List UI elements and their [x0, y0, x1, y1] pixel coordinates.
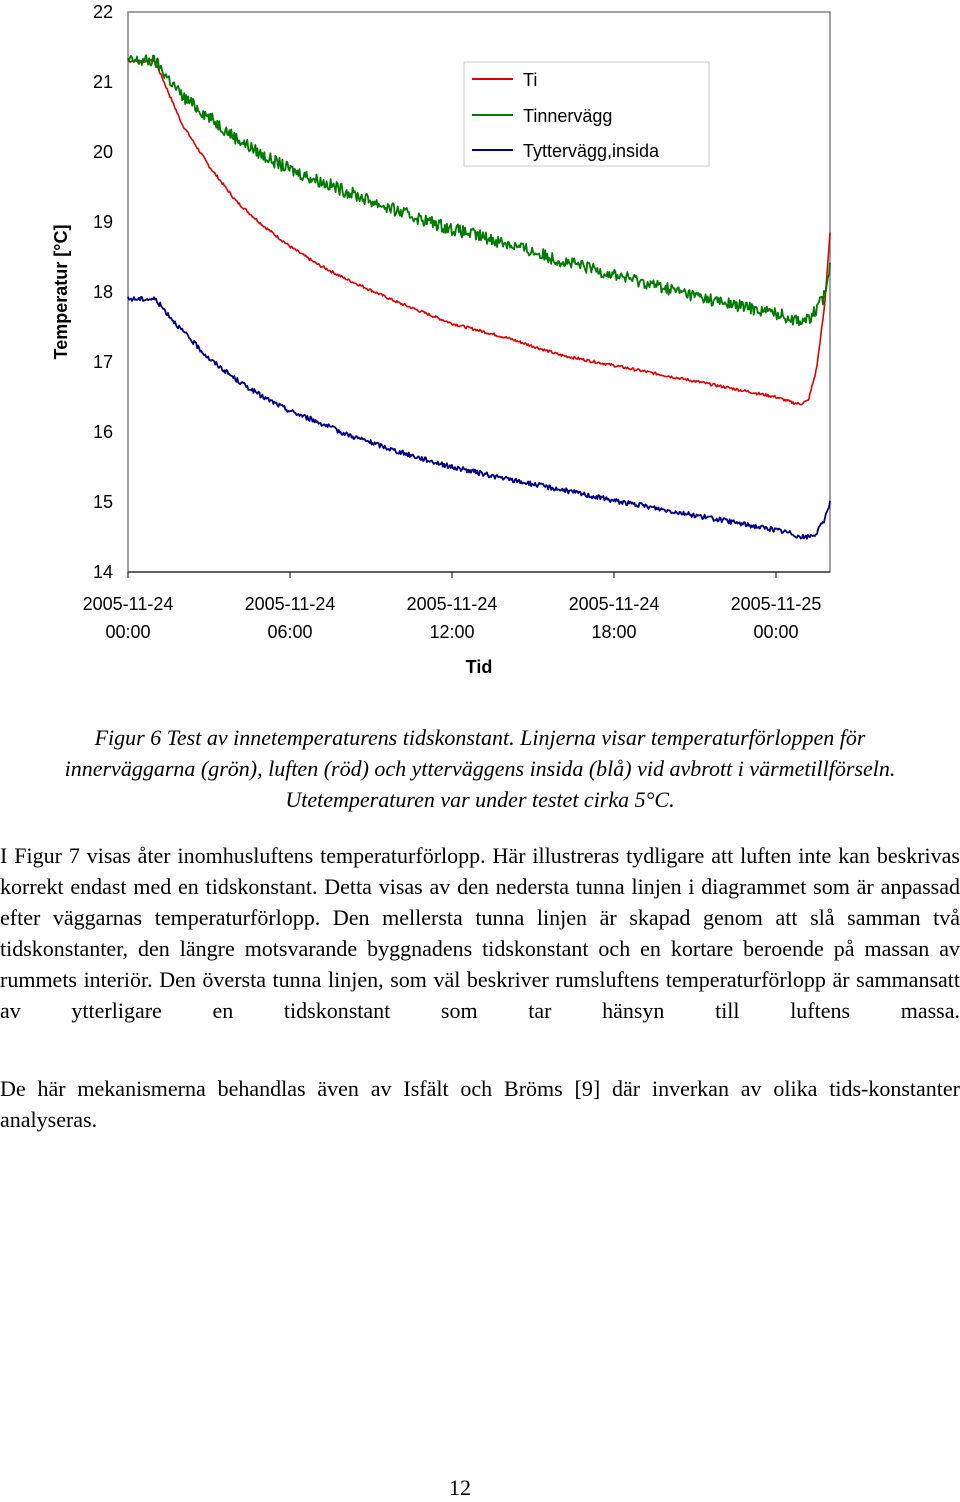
- temperature-chart: [0, 0, 960, 690]
- x-tick-label-date: 2005-11-24: [406, 594, 498, 614]
- body-paragraph-2: De här mekanismerna behandlas även av Isfält och Bröms [9] där inverkan av olika tids-konstanter analyseras.: [0, 1076, 960, 1132]
- y-tick-label: 20: [92, 142, 113, 162]
- x-tick-label-time: 06:00: [267, 622, 313, 642]
- x-tick-label-date: 2005-11-24: [568, 594, 660, 614]
- x-tick-label-date: 2005-11-24: [244, 594, 336, 614]
- legend-label-tinnervagg: Tinnervägg: [523, 106, 613, 126]
- page-number: 12: [449, 1475, 471, 1500]
- caption-line-2: innerväggarna (grön), luften (röd) och ytterväggens insida (blå) vid avbrott i värmetillförseln.: [64, 756, 896, 781]
- figure-caption: [0, 722, 960, 815]
- x-tick-label-time: 18:00: [591, 622, 637, 642]
- legend: [464, 62, 709, 166]
- x-tick-label-time: 12:00: [429, 622, 475, 642]
- legend-label-ti: Ti: [523, 70, 538, 90]
- x-axis-label: Tid: [465, 657, 493, 677]
- y-tick-label: 18: [92, 282, 113, 302]
- x-tick-label-time: 00:00: [105, 622, 151, 642]
- y-tick-label: 17: [92, 352, 113, 372]
- body-paragraph-1: I Figur 7 visas åter inomhusluftens temperaturförlopp. Här illustreras tydligare att luften inte kan beskrivas korrekt endast med en tidskonstant. Detta visas av den nedersta tunna linjen i diagrammet som är anpassad efter väggarnas temperaturförlopp. Den mellersta tunna linjen är skapad genom att slå samman två tidskonstanter, den längre motsvarande byggnadens tidskonstant och en kortare beroende på massan av rummets interiör. Den översta tunna linjen, som väl beskriver rumsluftens temperaturförlopp är sammansatt av ytterligare en tidskonstant som tar hänsyn till luftens massa.: [0, 843, 960, 1023]
- y-tick-label: 14: [92, 562, 113, 582]
- caption-line-3: Utetemperaturen var under testet cirka 5°C.: [285, 787, 675, 812]
- y-tick-label: 19: [92, 212, 113, 232]
- legend-label-tyttervagg: Tyttervägg,insida: [523, 141, 660, 161]
- x-tick-label-date: 2005-11-24: [82, 594, 174, 614]
- x-axis-ticks: [83, 572, 822, 642]
- y-tick-label: 22: [92, 2, 113, 22]
- x-tick-label-date: 2005-11-25: [730, 594, 822, 614]
- y-tick-label: 15: [92, 492, 113, 512]
- y-axis-ticks: [93, 2, 113, 582]
- y-tick-label: 16: [92, 422, 113, 442]
- y-axis-label: Temperatur [°C]: [51, 224, 71, 360]
- caption-line-1: Figur 6 Test av innetemperaturens tidskonstant. Linjerna visar temperaturförloppen för: [94, 725, 866, 750]
- y-tick-label: 21: [92, 72, 113, 92]
- x-tick-label-time: 00:00: [753, 622, 799, 642]
